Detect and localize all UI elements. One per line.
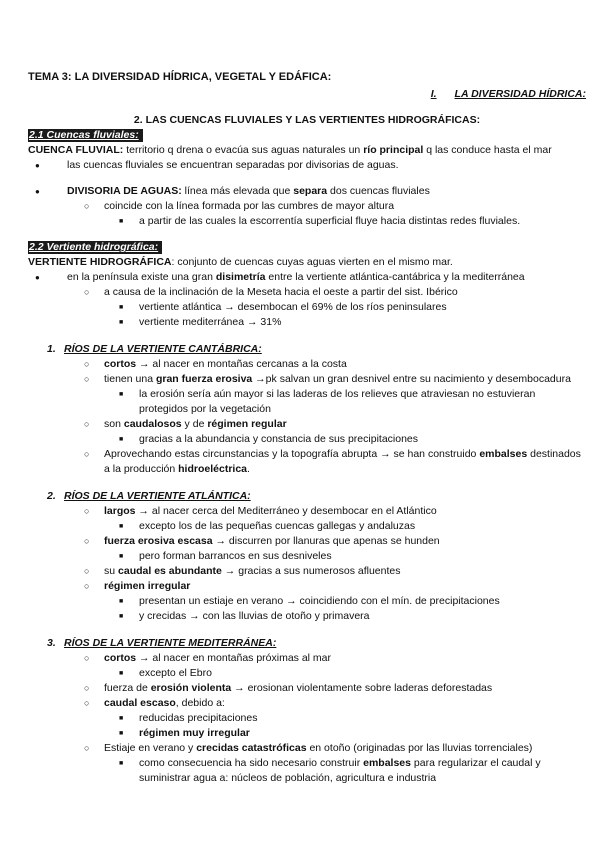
part-number: I. bbox=[430, 88, 437, 100]
text: Aprovechando estas circunstancias y la topografía abrupta → se han construido bbox=[104, 448, 480, 460]
list-item: ■ vertiente mediterránea → 31% bbox=[28, 315, 586, 330]
list-item bbox=[28, 372, 586, 387]
list-item: ■ excepto los de las pequeñas cuencas gallegas y andaluzas bbox=[28, 519, 586, 534]
bold-text: erosión violenta bbox=[150, 682, 232, 694]
bold-text: embalses bbox=[363, 757, 411, 769]
bold-text: régimen muy irregular bbox=[139, 727, 250, 739]
list-item: ■ presentan un estiaje en verano → coincidiendo con el mín. de precipitaciones bbox=[28, 594, 586, 609]
bold-text: crecidas catastróficas bbox=[196, 742, 307, 754]
bold-text: hidroeléctrica bbox=[178, 463, 248, 475]
text: q las conduce hasta el mar bbox=[423, 144, 552, 156]
list-item: ■ pero forman barrancos en sus desniveles bbox=[28, 549, 586, 564]
bullet-list bbox=[28, 270, 586, 330]
list-item: ● las cuencas fluviales se encuentran separadas por divisorias de aguas. bbox=[28, 158, 586, 173]
bold-text: régimen regular bbox=[207, 418, 287, 430]
list-item bbox=[28, 579, 586, 594]
section-heading: 2. LAS CUENCAS FLUVIALES Y LAS VERTIENTES HIDROGRÁFICAS: bbox=[133, 114, 481, 126]
bullet-list bbox=[28, 357, 586, 477]
text: Estiaje en verano y bbox=[104, 742, 197, 754]
text: en la península existe una gran bbox=[67, 271, 216, 283]
list-item bbox=[28, 417, 586, 432]
bullet-list bbox=[28, 504, 586, 624]
list-item bbox=[28, 651, 586, 666]
bold-text: embalses bbox=[479, 448, 528, 460]
heading-title: RÍOS DE LA VERTIENTE MEDITERRÁNEA: bbox=[64, 637, 277, 649]
definition-vertiente bbox=[28, 255, 586, 270]
bold-text: cortos bbox=[104, 358, 137, 370]
bold-text: separa bbox=[293, 185, 328, 197]
subsection-heading-vertiente: 2.2 Vertiente hidrográfica: bbox=[28, 241, 162, 254]
text: : conjunto de cuencas cuyas aguas vierten en el mismo mar. bbox=[171, 256, 453, 268]
text: → al nacer cerca del Mediterráneo y desembocar en el Atlántico bbox=[135, 505, 437, 517]
list-item: ■ reducidas precipitaciones bbox=[28, 711, 586, 726]
text: dos cuencas fluviales bbox=[327, 185, 430, 197]
bold-text: régimen irregular bbox=[104, 580, 191, 592]
bullet-list bbox=[28, 158, 586, 173]
subsection-heading-cuencas: 2.1 Cuencas fluviales: bbox=[28, 129, 143, 142]
list-item: ■ y crecidas → con las lluvias de otoño y primavera bbox=[28, 609, 586, 624]
text: → discurren por llanuras que apenas se hunden bbox=[212, 535, 440, 547]
text: entre la vertiente atlántica-cantábrica y la mediterránea bbox=[265, 271, 525, 283]
definition-term: VERTIENTE HIDROGRÁFICA bbox=[28, 256, 172, 268]
bold-text: caudal escaso bbox=[104, 697, 176, 709]
list-item bbox=[28, 447, 586, 477]
document-page bbox=[28, 70, 586, 786]
list-item bbox=[28, 681, 586, 696]
list-item bbox=[28, 504, 586, 519]
heading-number: 2. bbox=[47, 490, 56, 502]
list-item: ■ a partir de las cuales la escorrentía superficial fluye hacia distintas redes fluviales. bbox=[28, 214, 586, 229]
text: fuerza de bbox=[104, 682, 151, 694]
list-item: ■ gracias a la abundancia y constancia de sus precipitaciones bbox=[28, 432, 586, 447]
heading-number: 1. bbox=[47, 343, 56, 355]
part-heading bbox=[28, 87, 586, 102]
text: → erosionan violentamente sobre laderas deforestadas bbox=[231, 682, 493, 694]
heading-number: 3. bbox=[47, 637, 56, 649]
bold-text: disimetría bbox=[215, 271, 266, 283]
text: son bbox=[104, 418, 124, 430]
text: tienen una bbox=[104, 373, 156, 385]
bold-text: río principal bbox=[363, 144, 424, 156]
list-item bbox=[28, 741, 586, 756]
list-item: ■ excepto el Ebro bbox=[28, 666, 586, 681]
text: → al nacer en montañas próximas al mar bbox=[136, 652, 332, 664]
heading-title: RÍOS DE LA VERTIENTE CANTÁBRICA: bbox=[64, 343, 262, 355]
text: → al nacer en montañas cercanas a la costa bbox=[136, 358, 347, 370]
text: como consecuencia ha sido necesario construir bbox=[139, 757, 364, 769]
list-item bbox=[28, 756, 586, 786]
list-item bbox=[28, 564, 586, 579]
bold-text: fuerza erosiva escasa bbox=[104, 535, 213, 547]
part-title: LA DIVERSIDAD HÍDRICA: bbox=[454, 88, 586, 100]
text: → gracias a sus numerosos afluentes bbox=[221, 565, 401, 577]
list-item: ○ coincide con la línea formada por las cumbres de mayor altura bbox=[28, 199, 586, 214]
text: en otoño (originadas por las lluvias torrenciales) bbox=[306, 742, 533, 754]
rios-atlantica-heading bbox=[28, 489, 586, 504]
bold-text: gran fuerza erosiva bbox=[155, 373, 253, 385]
text: . bbox=[247, 463, 250, 475]
bold-text: caudal es abundante bbox=[118, 565, 222, 577]
list-item bbox=[28, 726, 586, 741]
rios-cantabrica-heading bbox=[28, 342, 586, 357]
bold-text: largos bbox=[104, 505, 136, 517]
text: y de bbox=[181, 418, 208, 430]
definition-term: CUENCA FLUVIAL: bbox=[28, 144, 124, 156]
document-title: TEMA 3: LA DIVERSIDAD HÍDRICA, VEGETAL Y EDÁFICA: bbox=[28, 71, 332, 83]
list-item bbox=[28, 184, 586, 199]
list-item: ■ vertiente atlántica → desembocan el 69% de los ríos peninsulares bbox=[28, 300, 586, 315]
text: destinados a la producción bbox=[104, 448, 581, 475]
text: para regularizar el caudal y suministrar agua a: núcleos de población, agricultura e industria bbox=[139, 757, 541, 784]
bold-text: caudalosos bbox=[123, 418, 182, 430]
list-item bbox=[28, 534, 586, 549]
text: territorio q drena o evacúa sus aguas naturales un bbox=[123, 144, 364, 156]
list-item bbox=[28, 357, 586, 372]
list-item: ■ la erosión sería aún mayor si las laderas de los relieves que atraviesan no estuvieran protegidos por la vegetación bbox=[28, 387, 586, 417]
bold-text: DIVISORIA DE AGUAS: bbox=[67, 185, 182, 197]
bullet-list bbox=[28, 184, 586, 229]
list-item: ○ a causa de la inclinación de la Meseta hacia el oeste a partir del sist. Ibérico bbox=[28, 285, 586, 300]
bold-text: cortos bbox=[104, 652, 137, 664]
text: , debido a: bbox=[175, 697, 225, 709]
text: línea más elevada que bbox=[181, 185, 294, 197]
rios-mediterranea-heading bbox=[28, 636, 586, 651]
text: →pk salvan un gran desnivel entre su nacimiento y desembocadura bbox=[252, 373, 571, 385]
definition-cuenca bbox=[28, 143, 586, 158]
list-item bbox=[28, 270, 586, 285]
heading-title: RÍOS DE LA VERTIENTE ATLÁNTICA: bbox=[64, 490, 251, 502]
list-item bbox=[28, 696, 586, 711]
bullet-list bbox=[28, 651, 586, 786]
text: su bbox=[104, 565, 119, 577]
